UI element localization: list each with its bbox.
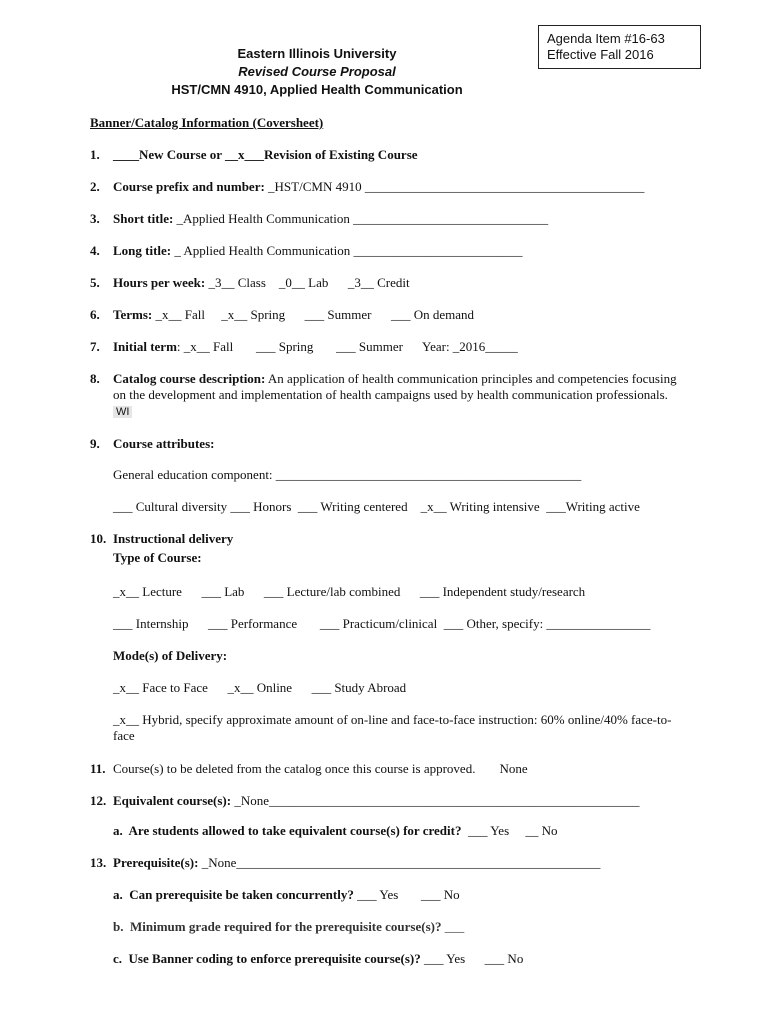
- item-2: 2. Course prefix and number: _HST/CMN 4910 ___________________________________________: [90, 179, 645, 194]
- mode-row-2: _x__ Hybrid, specify approximate amount of on-line and face-to-face instruction: 60% online/40% face-to-face: [113, 712, 672, 743]
- item-6: 6. Terms: _x__ Fall _x__ Spring ___ Summer ___ On demand: [90, 307, 474, 322]
- effective-term: Effective Fall 2016: [547, 47, 654, 62]
- item-3: 3. Short title: _Applied Health Communication ______________________________: [90, 211, 549, 226]
- item-13b: b. Minimum grade required for the prerequisite course(s)? ___: [113, 919, 465, 934]
- item-13a: a. Can prerequisite be taken concurrently? ___ Yes ___ No: [113, 887, 460, 902]
- item-12a: a. Are students allowed to take equivalent course(s) for credit? ___ Yes __ No: [113, 823, 558, 838]
- university-title: Eastern Illinois University: [237, 46, 397, 61]
- item-8: Catalog course description: An application of health communication principles and competencies focusing on the development and implementation of health campaigns used by health communication professionals. WI: [113, 371, 677, 418]
- gen-ed-component: General education component: _______________________________________________: [113, 467, 582, 482]
- item-5: 5. Hours per week: _3__ Class _0__ Lab _3__ Credit: [90, 275, 410, 290]
- item-12: 12. Equivalent course(s): _None_________________________________________________________: [90, 793, 640, 808]
- item-7: 7. Initial term: _x__ Fall ___ Spring ___ Summer Year: _2016_____: [90, 339, 518, 354]
- item-1: 1. ____New Course or __x___Revision of Existing Course: [90, 147, 418, 162]
- item-11: 11. Course(s) to be deleted from the catalog once this course is approved. None: [90, 761, 528, 776]
- item-13c: c. Use Banner coding to enforce prerequisite course(s)? ___ Yes ___ No: [113, 951, 524, 966]
- item-10: 10. Instructional delivery: [90, 531, 234, 546]
- section-title: Banner/Catalog Information (Coversheet): [90, 115, 324, 130]
- type-row-1: _x__ Lecture ___ Lab ___ Lecture/lab combined ___ Independent study/research: [113, 584, 586, 599]
- item-8-num: 8.: [90, 371, 100, 386]
- agenda-item: Agenda Item #16-63: [547, 31, 665, 46]
- item-13: 13. Prerequisite(s): _None________________________________________________________: [90, 855, 601, 870]
- type-of-course-label: Type of Course:: [113, 550, 202, 565]
- course-title: HST/CMN 4910, Applied Health Communication: [171, 82, 463, 97]
- proposal-title: Revised Course Proposal: [238, 64, 396, 79]
- wi-tag: WI: [113, 406, 132, 418]
- course-attributes: ___ Cultural diversity ___ Honors ___ Writing centered _x__ Writing intensive ___Writing active: [113, 499, 640, 514]
- item-9: 9. Course attributes:: [90, 436, 215, 451]
- mode-label: Mode(s) of Delivery:: [113, 648, 228, 663]
- type-row-2: ___ Internship ___ Performance ___ Practicum/clinical ___ Other, specify: ________________: [113, 616, 651, 631]
- mode-row-1: _x__ Face to Face _x__ Online ___ Study Abroad: [113, 680, 407, 695]
- item-4: 4. Long title: _ Applied Health Communication __________________________: [90, 243, 523, 258]
